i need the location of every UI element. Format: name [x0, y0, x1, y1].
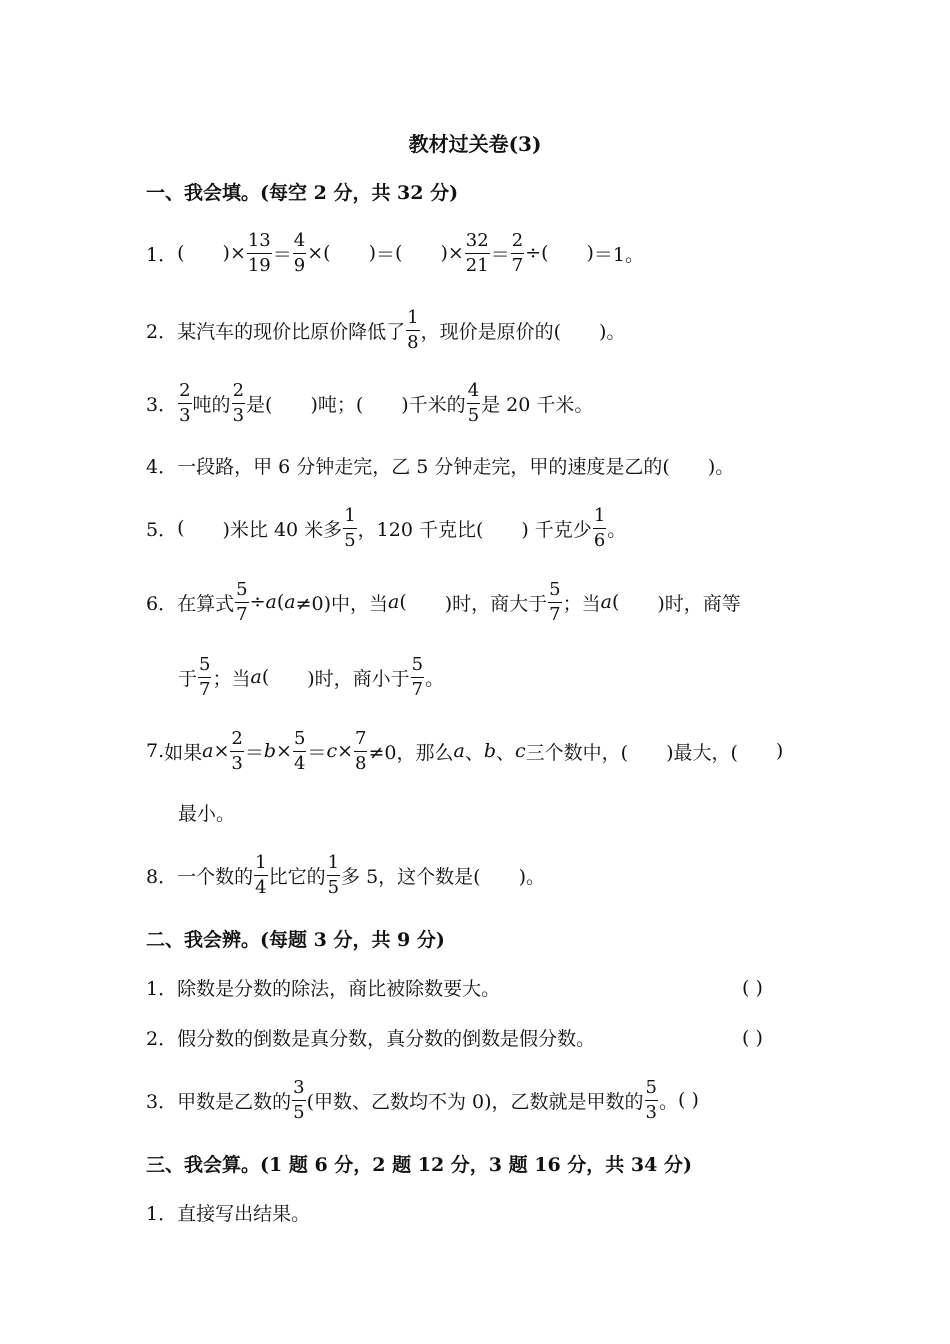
s1-question-7-cont: 最小。: [178, 802, 236, 825]
fraction: 2 7: [511, 229, 524, 276]
fraction: 1 8: [407, 306, 419, 353]
fraction: 5 7: [549, 578, 561, 625]
s1-question-8: 8． 一个数的 1 4 比它的 1 5 多 5，这个数是( )。: [146, 851, 545, 898]
fraction: 1 6: [593, 504, 606, 551]
fraction: 5 3: [645, 1076, 657, 1123]
s1-question-6: 6． 在算式 $\frac{5}{7}$ ÷ a ( a ≠0)中，当 a ( )时，商大于 5 7 ；当 a ( )时，商等: [146, 578, 741, 625]
s1-question-6-cont: 于 5 7 ；当 a ( )时，商小于 5 7 。: [178, 653, 445, 700]
section3-heading: 三、我会算。(1 题 6 分，2 题 12 分，3 题 16 分，共 34 分): [146, 1154, 692, 1176]
fraction: $\frac{7}{8}$: [355, 727, 367, 774]
s2-question-3: 3． 甲数是乙数的 3 5 (甲数、乙数均不为 0)，乙数就是甲数的 5 3 。 ( ): [146, 1076, 699, 1123]
s1-question-4: 4． 一段路，甲 6 分钟走完，乙 5 分钟走完，甲的速度是乙的( )。: [146, 455, 735, 478]
blank[interactable]: ( ): [395, 242, 448, 264]
fraction: $\frac{2}{3}$: [231, 727, 243, 774]
blank[interactable]: ( ): [177, 242, 230, 264]
fraction: 1 5: [327, 851, 340, 898]
fraction: $\frac{5}{4}$: [293, 727, 306, 774]
s1-question-5: 5． ( )米比 40 米多 1 5 ，120 千克比( ) 千克少 1 6 。: [146, 504, 627, 551]
s1-question-1: 1． ( ) × 13 19 ＝ 4 9 × ( ) ＝ ( ) × 32 21 ＝ 2 7 ÷ ( ) ＝1。: [146, 229, 645, 276]
page-title: 教材过关卷(3): [408, 132, 542, 156]
s1-question-7: 7. 如果 a × $\frac{2}{3}$ ＝ b × $\frac{5}{4}$ ＝ c × $\frac{7}{8}$ ≠0，那么 a 、 b 、 c 三个数中，( )最大，( ): [146, 727, 784, 774]
section1-heading: 一、我会填。(每空 2 分，共 32 分): [146, 182, 459, 204]
section2-heading: 二、我会辨。(每题 3 分，共 9 分): [146, 929, 445, 951]
fraction: 1 5: [344, 504, 356, 551]
fraction: 5 7: [199, 653, 211, 700]
blank[interactable]: ( ): [323, 242, 376, 264]
judge-answer-blank[interactable]: ( ): [678, 1089, 699, 1111]
fraction: 13 19: [247, 229, 271, 276]
fraction: 4 5: [467, 379, 480, 426]
blank[interactable]: ( ): [541, 242, 594, 264]
s1-question-2: 2． 某汽车的现价比原价降低了 1 8 ，现价是原价的( )。: [146, 306, 626, 353]
fraction: 32 21: [465, 229, 489, 276]
fraction: 5 7: [411, 653, 424, 700]
s1-question-3: 3． 2 3 吨的 2 3 是( )吨；( )千米的 4 5 是 20 千米。: [146, 379, 594, 426]
fraction: $\frac{5}{7}$: [236, 578, 248, 625]
fraction: 3 5: [293, 1076, 305, 1123]
fraction: 1 4: [255, 851, 267, 898]
judge-answer-blank[interactable]: ( ): [742, 1027, 763, 1049]
s3-question-1: 1． 直接写出结果。: [146, 1202, 311, 1225]
fraction: 2 3: [179, 379, 191, 426]
fraction: 2 3: [232, 379, 245, 426]
s2-question-2: 2． 假分数的倒数是真分数，真分数的倒数是假分数。: [146, 1027, 596, 1050]
judge-answer-blank[interactable]: ( ): [742, 977, 763, 999]
fraction: 4 9: [293, 229, 306, 276]
s2-question-1: 1． 除数是分数的除法，商比被除数要大。: [146, 977, 501, 1000]
